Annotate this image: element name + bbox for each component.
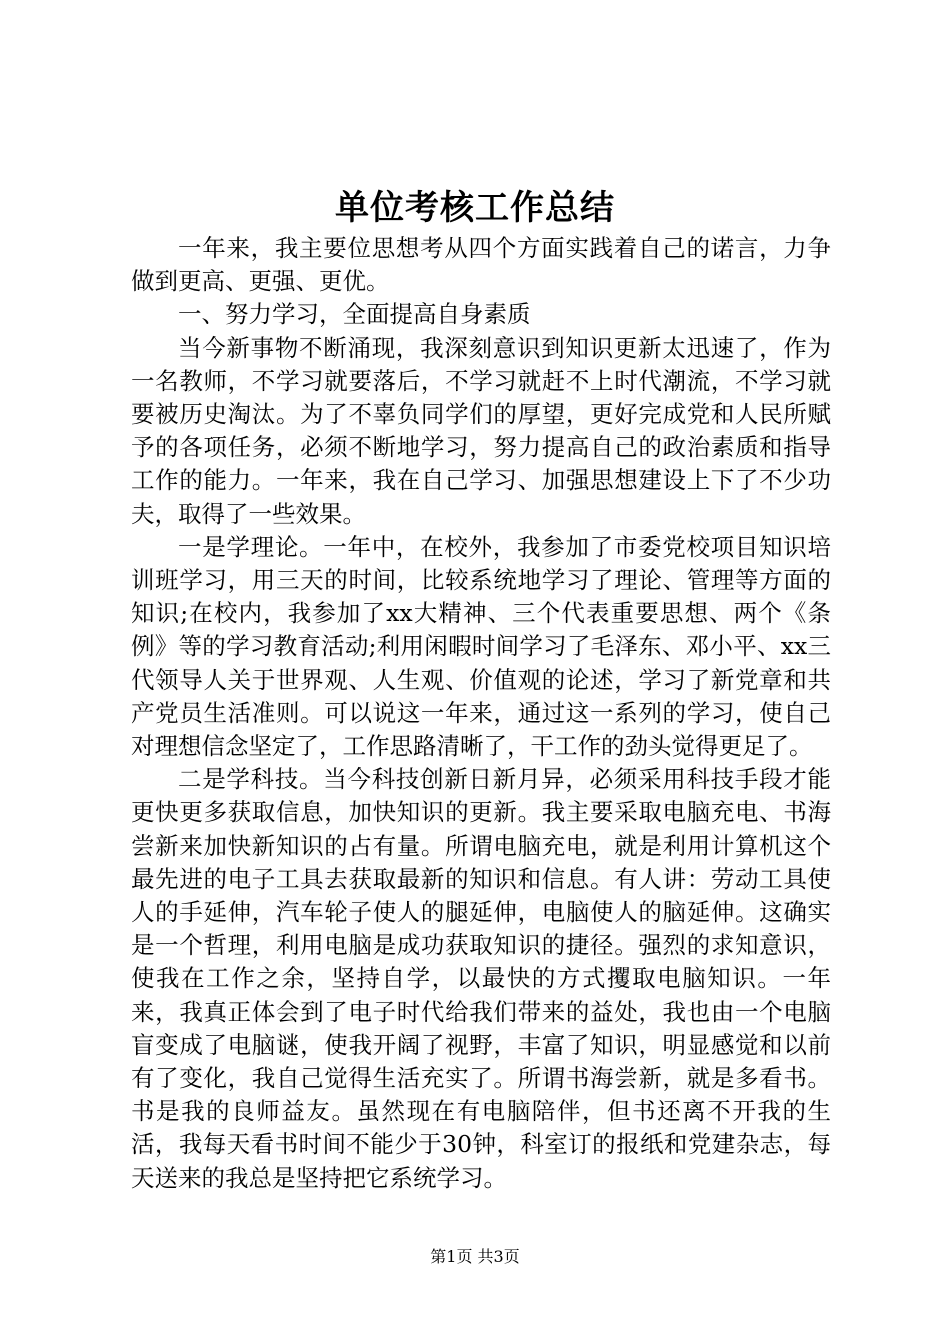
page-number: 第1页 共3页 xyxy=(430,1247,520,1266)
paragraph-technology: 二是学科技。当今科技创新日新月异，必须采用科技手段才能更快更多获取信息，加快知识的更新。我主要采取电脑充电、书海尝新来加快新知识的占有量。所谓电脑充电，就是利用计算机这个最先进的电子工具去获取最新的知识和信息。有人讲：劳动工具使人的手延伸，汽车轮子使人的腿延伸，电脑使人的脑延伸。这确实是一个哲理，利用电脑是成功获取知识的捷径。强烈的求知意识，使我在工作之余，坚持自学，以最快的方式攫取电脑知识。一年来，我真正体会到了电子时代给我们带来的益处，我也由一个电脑盲变成了电脑谜，使我开阔了视野，丰富了知识，明显感觉和以前有了变化，我自己觉得生活充实了。所谓书海尝新，就是多看书。书是我的良师益友。虽然现在有电脑陪伴，但书还离不开我的生活，我每天看书时间不能少于30钟，科室订的报纸和党建杂志，每天送来的我总是坚持把它系统学习。 xyxy=(131,765,831,1192)
section-heading: 一、努力学习，全面提高自身素质 xyxy=(178,300,531,329)
paragraph-theory: 一是学理论。一年中，在校外，我参加了市委党校项目知识培训班学习，用三天的时间，比较系统地学习了理论、管理等方面的知识;在校内，我参加了xx大精神、三个代表重要思想、两个《条例》等的学习教育活动;利用闲暇时间学习了毛泽东、邓小平、xx三代领导人关于世界观、人生观、价值观的论述，学习了新党章和共产党员生活准则。可以说这一年来，通过这一系列的学习，使自己对理想信念坚定了，工作思路清晰了，干工作的劲头觉得更足了。 xyxy=(131,532,831,761)
document-body xyxy=(131,232,831,1195)
paragraph-study: 当今新事物不断涌现，我深刻意识到知识更新太迅速了，作为一名教师，不学习就要落后，不学习就赶不上时代潮流，不学习就要被历史淘汰。为了不辜负同学们的厚望，更好完成党和人民所赋予的各项任务，必须不断地学习，努力提高自己的政治素质和指导工作的能力。一年来，我在自己学习、加强思想建设上下了不少功夫，取得了一些效果。 xyxy=(131,333,831,528)
paragraph-intro: 一年来，我主要位思想考从四个方面实践着自己的诺言，力争做到更高、更强、更优。 xyxy=(131,234,831,296)
document-title: 单位考核工作总结 xyxy=(335,188,615,228)
